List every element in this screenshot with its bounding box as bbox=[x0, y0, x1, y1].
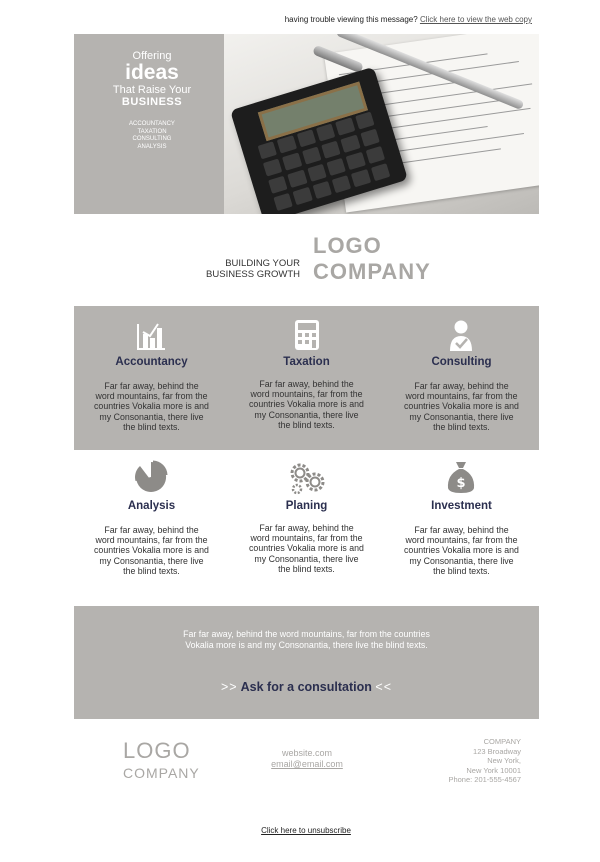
hero-offering: Offering bbox=[132, 50, 172, 62]
address-line: COMPANY bbox=[483, 737, 521, 746]
arrows-left: >> bbox=[221, 680, 238, 694]
cta-text: Far far away, behind the word mountains, far from the countries Vokalia more is and my Consonantia, there live the blind texts. bbox=[183, 629, 430, 650]
address-line: New York 10001 bbox=[466, 765, 521, 775]
service-consulting bbox=[384, 306, 539, 450]
service-title: Planing bbox=[285, 500, 328, 512]
website-link[interactable]: website.com bbox=[281, 748, 333, 758]
cta-section bbox=[74, 606, 539, 719]
services-row-bottom bbox=[74, 450, 539, 594]
hero-service-item: CONSULTING bbox=[132, 136, 172, 142]
logo-company: COMPANY bbox=[313, 259, 431, 284]
hero-raise: That Raise Your bbox=[112, 84, 192, 96]
consultation-label: Ask for a consultation bbox=[240, 680, 372, 694]
preheader-text: having trouble viewing this message? bbox=[284, 15, 418, 24]
service-description: Far far away, behind the word mountains, far from the countries Vokalia more is and my Consonantia, there live the blind texts. bbox=[404, 381, 519, 432]
svg-text:$: $ bbox=[456, 476, 466, 491]
hero-services-list bbox=[92, 121, 212, 151]
address-line: New York, bbox=[487, 756, 521, 765]
gears-icon bbox=[287, 460, 327, 496]
hero-banner bbox=[74, 34, 539, 214]
hero-service-item: TAXATION bbox=[137, 128, 167, 135]
arrows-right: << bbox=[375, 680, 392, 694]
calculator-photo bbox=[224, 34, 539, 214]
footer-logo-word: LOGO bbox=[123, 738, 191, 763]
bar-chart-icon bbox=[134, 318, 168, 352]
service-title: Investment bbox=[431, 500, 492, 512]
service-title: Analysis bbox=[127, 500, 176, 512]
services-row-top bbox=[74, 306, 539, 450]
logo-word: LOGO bbox=[313, 233, 382, 258]
hero-service-item: ANALYSIS bbox=[137, 143, 167, 150]
service-investment bbox=[384, 450, 539, 594]
footer-logo-company: COMPANY bbox=[123, 765, 200, 781]
service-analysis bbox=[74, 450, 229, 594]
consultant-icon bbox=[444, 318, 478, 352]
brand-row bbox=[0, 233, 600, 293]
footer-logo[interactable] bbox=[123, 738, 200, 782]
preheader bbox=[285, 15, 532, 24]
web-copy-link[interactable]: Click here to view the web copy bbox=[419, 15, 532, 24]
service-accountancy bbox=[74, 306, 229, 450]
consultation-button[interactable] bbox=[74, 680, 539, 694]
service-description: Far far away, behind the word mountains, far from the countries Vokalia more is and my Consonantia, there live the blind texts. bbox=[94, 525, 209, 576]
company-logo[interactable] bbox=[313, 233, 473, 285]
hero-ideas: ideas bbox=[125, 61, 179, 84]
service-title: Consulting bbox=[431, 356, 492, 368]
service-description: Far far away, behind the word mountains, far from the countries Vokalia more is and my Consonantia, there live the blind texts. bbox=[404, 525, 519, 576]
tagline bbox=[190, 258, 300, 280]
calculator-icon bbox=[289, 318, 323, 352]
service-planing bbox=[229, 450, 384, 594]
unsubscribe-link[interactable]: Click here to unsubscribe bbox=[261, 826, 351, 835]
hero-text bbox=[92, 42, 212, 151]
service-title: Taxation bbox=[283, 356, 330, 368]
service-title: Accountancy bbox=[115, 356, 188, 368]
service-description: Far far away, behind the word mountains, far from the countries Vokalia more is and my Consonantia, there live the blind texts. bbox=[249, 523, 364, 574]
email-link[interactable]: email@email.com bbox=[271, 759, 343, 769]
service-taxation bbox=[229, 306, 384, 450]
tagline-line: BUSINESS GROWTH bbox=[206, 269, 300, 280]
footer-address bbox=[410, 737, 521, 785]
hero-service-item: ACCOUNTANCY bbox=[129, 121, 175, 127]
money-bag-icon bbox=[444, 460, 478, 494]
address-line: Phone: 201-555-4567 bbox=[448, 775, 521, 784]
service-description: Far far away, behind the word mountains, far from the countries Vokalia more is and my Consonantia, there live the blind texts. bbox=[249, 379, 364, 430]
footer-contact bbox=[262, 748, 352, 770]
pie-chart-icon bbox=[134, 460, 168, 494]
service-description: Far far away, behind the word mountains, far from the countries Vokalia more is and my Consonantia, there live the blind texts. bbox=[94, 381, 209, 432]
tagline-line: BUILDING YOUR bbox=[225, 258, 300, 269]
address-line: 123 Broadway bbox=[473, 746, 521, 756]
hero-business: BUSINESS bbox=[121, 96, 183, 108]
